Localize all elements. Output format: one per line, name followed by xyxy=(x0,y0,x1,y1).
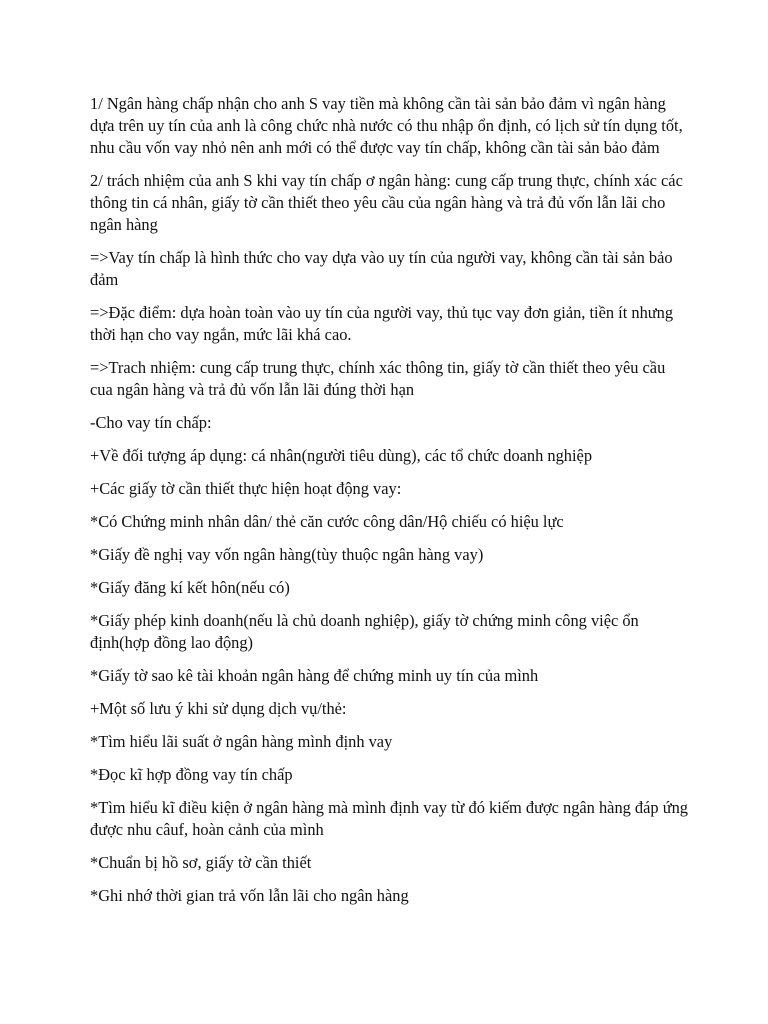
list-item: *Giấy tờ sao kê tài khoản ngân hàng để chứng minh uy tín của mình xyxy=(90,666,539,685)
list-item: *Tìm hiểu lãi suất ở ngân hàng mình định vay xyxy=(90,732,393,751)
list-item: *Tìm hiểu kĩ điều kiện ở ngân hàng mà mình định vay từ đó kiếm được ngân hàng đáp ứng được nhu câuf, hoàn cảnh của mình xyxy=(90,798,688,839)
list-item: +Các giấy tờ cần thiết thực hiện hoạt động vay: xyxy=(90,479,402,498)
document-page xyxy=(90,93,690,918)
list-item: *Giấy đăng kí kết hôn(nếu có) xyxy=(90,578,290,597)
answer-2-paragraph: 2/ trách nhiệm của anh S khi vay tín chấp ơ ngân hàng: cung cấp trung thực, chính xác các thông tin cá nhân, giấy tờ cần thiết theo yêu cầu của ngân hàng và trả đủ vốn lẫn lãi cho ngân hàng xyxy=(90,171,683,234)
list-item: +Một số lưu ý khi sử dụng dịch vụ/thẻ: xyxy=(90,699,347,718)
list-item: *Ghi nhớ thời gian trả vốn lẫn lãi cho ngân hàng xyxy=(90,886,409,905)
list-item: *Chuẩn bị hồ sơ, giấy tờ cần thiết xyxy=(90,853,312,872)
list-item: +Về đối tượng áp dụng: cá nhân(người tiêu dùng), các tổ chức doanh nghiệp xyxy=(90,446,593,465)
list-item: *Giấy đề nghị vay vốn ngân hàng(tùy thuộc ngân hàng vay) xyxy=(90,545,484,564)
responsibility-paragraph: =>Trach nhiệm: cung cấp trung thực, chính xác thông tin, giấy tờ cần thiết theo yêu cầu cua ngân hàng và trả đủ vốn lẫn lãi đúng thời hạn xyxy=(90,358,666,399)
features-paragraph: =>Đặc điểm: dựa hoàn toàn vào uy tín của người vay, thủ tục vay đơn giản, tiền ít nhưng thời hạn cho vay ngắn, mức lãi khá cao. xyxy=(90,303,674,344)
section-heading: -Cho vay tín chấp: xyxy=(90,413,212,432)
list-item: *Giấy phép kinh doanh(nếu là chủ doanh nghiệp), giấy tờ chứng minh công việc ổn định(hợp đồng lao động) xyxy=(90,611,639,652)
list-item: *Đọc kĩ hợp đồng vay tín chấp xyxy=(90,765,293,784)
definition-paragraph: =>Vay tín chấp là hình thức cho vay dựa vào uy tín của người vay, không cần tài sản bảo đảm xyxy=(90,248,673,289)
answer-1-paragraph: 1/ Ngân hàng chấp nhận cho anh S vay tiền mà không cần tài sản bảo đảm vì ngân hàng dựa trên uy tín của anh là công chức nhà nước có thu nhập ổn định, có lịch sử tín dụng tốt, nhu cầu vốn vay nhỏ nên anh mới có thể được vay tín chấp, không cần tài sản bảo đảm xyxy=(90,94,683,157)
list-item: *Có Chứng minh nhân dân/ thẻ căn cước công dân/Hộ chiếu có hiệu lực xyxy=(90,512,564,531)
